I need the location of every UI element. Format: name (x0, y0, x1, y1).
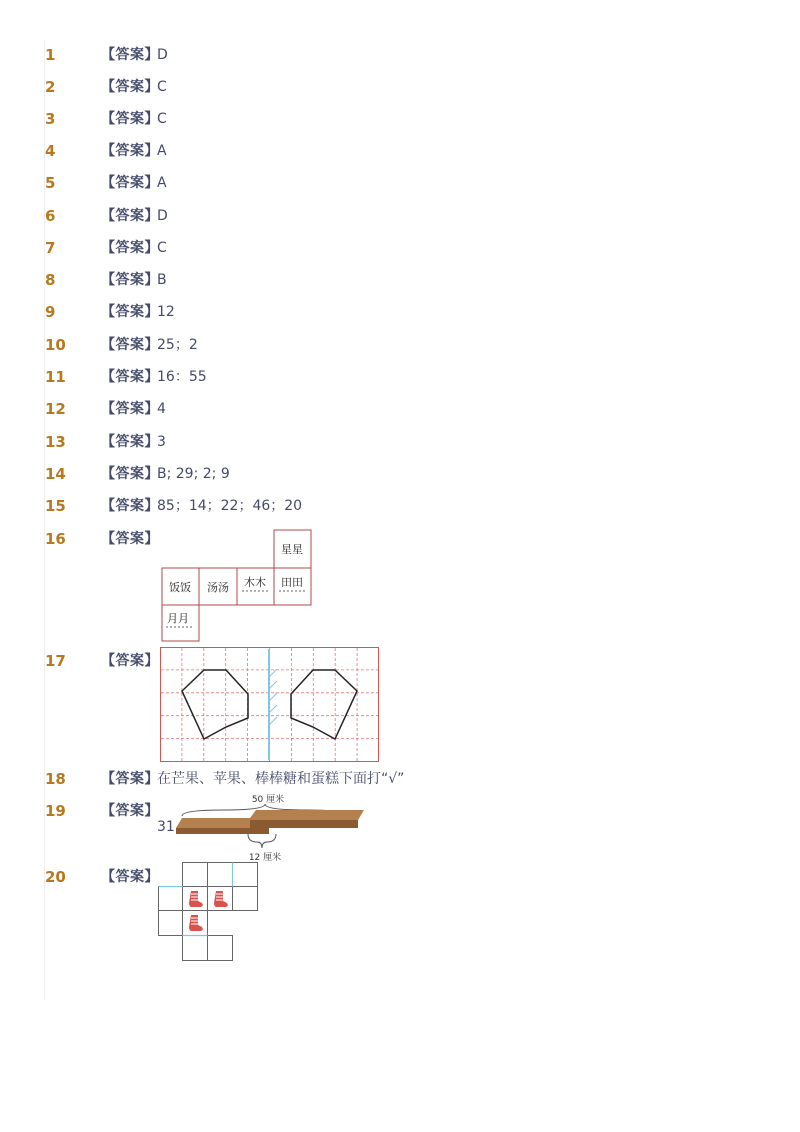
answer-tag: 【答案】 (101, 369, 159, 385)
answer-row-13 (0, 431, 800, 453)
answer-row-3 (0, 108, 800, 130)
answer-row-10 (0, 334, 800, 356)
answer-tag: 【答案】 (101, 771, 159, 787)
answer-row-8 (0, 269, 800, 291)
question-number: 13 (45, 433, 66, 451)
question-number: 2 (45, 78, 56, 96)
answer-tag: 【答案】 (101, 401, 159, 417)
answer-tag: 【答案】 (101, 111, 159, 127)
question-number: 9 (45, 303, 56, 321)
answer-tag: 【答案】 (101, 803, 159, 819)
q17-symmetry-grid (160, 647, 380, 763)
answer-text: 16：55 (157, 369, 207, 385)
question-number: 10 (45, 336, 66, 354)
answer-text: 3 (157, 434, 166, 450)
question-number: 3 (45, 110, 56, 128)
answer-text: C (157, 111, 167, 127)
answer-row-17 (0, 650, 800, 672)
answer-text: 4 (157, 401, 166, 417)
answer-tag: 【答案】 (101, 272, 159, 288)
answer-row-7 (0, 237, 800, 259)
question-number: 14 (45, 465, 66, 483)
answer-text: 25；2 (157, 337, 198, 353)
question-number: 19 (45, 802, 66, 820)
answer-row-11 (0, 366, 800, 388)
question-number: 12 (45, 400, 66, 418)
answer-text: 12 (157, 304, 175, 320)
question-number: 11 (45, 368, 66, 386)
q16-name-table (160, 528, 315, 644)
answer-row-1 (0, 44, 800, 66)
answer-text: 85；14；22；46；20 (157, 498, 303, 514)
answer-row-6 (0, 205, 800, 227)
answer-row-4 (0, 140, 800, 162)
top-length-label: 50 厘米 (251, 795, 285, 805)
answer-tag: 【答案】 (101, 531, 159, 547)
answer-tag: 【答案】 (101, 143, 159, 159)
answer-tag: 【答案】 (101, 337, 159, 353)
answer-text: A (157, 143, 167, 159)
label-bottom: 月月 (167, 612, 189, 625)
answer-row-16 (0, 528, 800, 550)
answer-tag: 【答案】 (101, 79, 159, 95)
question-number: 4 (45, 142, 56, 160)
answer-text: B; 29; 2; 9 (157, 466, 230, 482)
answer-row-2 (0, 76, 800, 98)
question-number: 1 (45, 46, 56, 64)
label-row-1: 饭饭 (169, 581, 191, 594)
answer-tag: 【答案】 (101, 498, 159, 514)
plank-left-side (176, 828, 269, 834)
answer-row-20 (0, 866, 800, 888)
question-number: 7 (45, 239, 56, 257)
question-number: 6 (45, 207, 56, 225)
plank-right-top (250, 810, 364, 820)
answer-row-14 (0, 463, 800, 485)
answer-text: D (157, 208, 168, 224)
answer-tag: 【答案】 (101, 869, 159, 885)
q20-cube-net (157, 862, 259, 964)
bottom-length-label: 12 厘米 (248, 853, 282, 863)
answer-text: D (157, 47, 168, 63)
answer-tag: 【答案】 (101, 434, 159, 450)
answer-row-19 (0, 800, 800, 835)
answer-tag: 【答案】 (101, 466, 159, 482)
answer-tag: 【答案】 (101, 653, 159, 669)
answer-text: B (157, 272, 167, 288)
question-number: 17 (45, 652, 66, 670)
answer-text: 在芒果、苹果、棒棒糖和蛋糕下面打“√” (157, 771, 405, 787)
right-polygon (291, 670, 357, 739)
answer-text: C (157, 79, 167, 95)
answer-row-9 (0, 301, 800, 323)
answer-row-12 (0, 398, 800, 420)
q19-planks-diagram (170, 790, 370, 865)
answer-row-18 (0, 768, 800, 790)
answer-tag: 【答案】 (101, 175, 159, 191)
answer-tag: 【答案】 (101, 47, 159, 63)
label-row-4: 田田 (281, 576, 303, 589)
answer-tag: 【答案】 (101, 304, 159, 320)
bottom-brace (248, 834, 276, 848)
question-number: 8 (45, 271, 56, 289)
answer-row-15 (0, 495, 800, 517)
label-row-3: 木木 (244, 576, 266, 589)
answer-text: C (157, 240, 167, 256)
question-number: 15 (45, 497, 66, 515)
question-number: 5 (45, 174, 56, 192)
answer-text: 31 (157, 819, 175, 835)
plank-right-side (250, 820, 358, 828)
left-polygon (182, 670, 248, 739)
label-row-2: 汤汤 (207, 581, 229, 594)
answer-text: A (157, 175, 167, 191)
answer-tag: 【答案】 (101, 208, 159, 224)
question-number: 20 (45, 868, 66, 886)
question-number: 16 (45, 530, 66, 548)
answer-tag: 【答案】 (101, 240, 159, 256)
label-top: 星星 (281, 543, 303, 556)
mirror-hatch (269, 669, 277, 725)
question-number: 18 (45, 770, 66, 788)
answer-row-5 (0, 172, 800, 194)
